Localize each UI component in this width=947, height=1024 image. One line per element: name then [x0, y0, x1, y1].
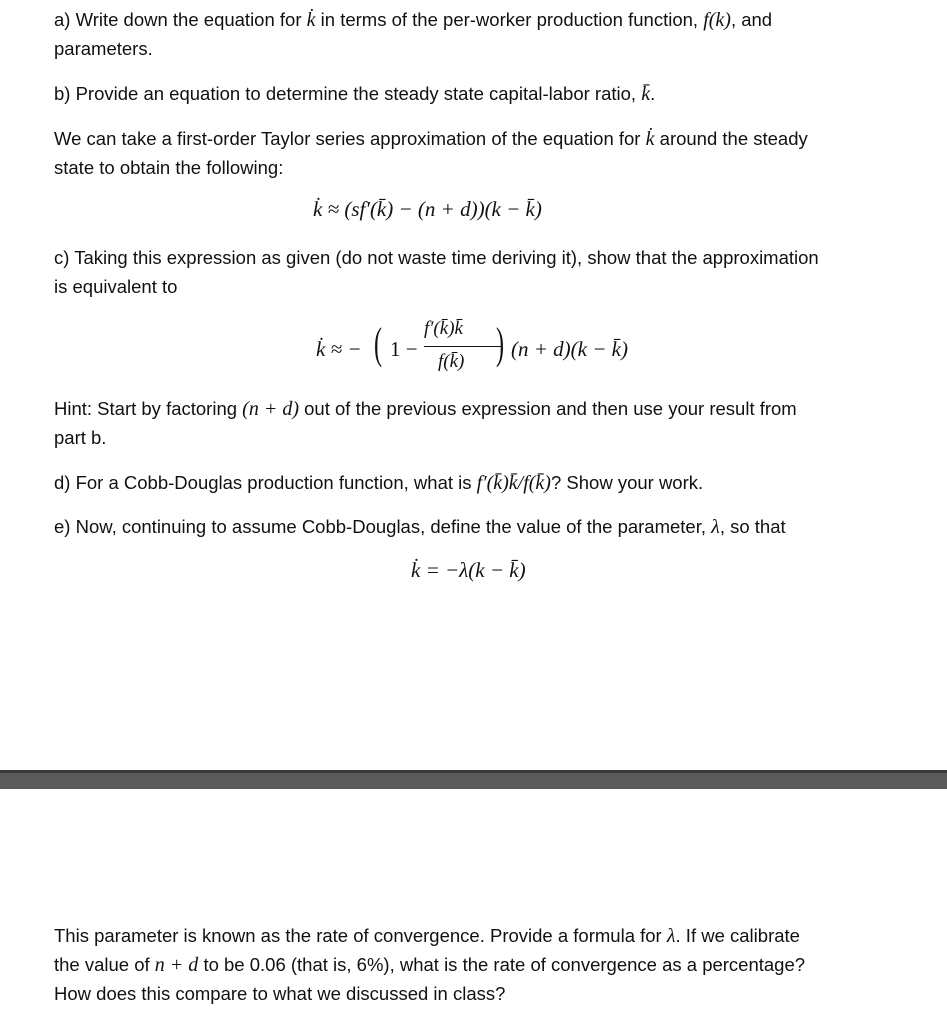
eq2-numerator: f′(k̄)k̄ — [424, 318, 463, 339]
hint-line1 — [54, 394, 904, 424]
part-a-text: a) Write down the equation for — [54, 9, 302, 30]
part-d-line — [54, 468, 904, 498]
part-d-text-b: ? Show your work. — [550, 472, 704, 493]
taylor-line2: state to obtain the following: — [54, 157, 284, 178]
part-b-text: b) Provide an equation to determine the steady state capital-labor ratio, — [54, 83, 637, 104]
lambda-symbol: λ — [711, 516, 720, 538]
bottom-line1 — [54, 921, 904, 951]
part-a-text-mid: in terms of the per-worker production function, — [320, 9, 699, 30]
taylor-text-b: around the steady — [659, 128, 808, 149]
bottom-text-a: This parameter is known as the rate of convergence. Provide a formula for — [54, 925, 662, 946]
bottom-text-b: . If we calibrate — [675, 925, 800, 946]
n-plus-d-symbol: (n + d) — [242, 398, 299, 420]
eq2-denominator: f(k̄) — [438, 351, 465, 372]
right-paren: ) — [496, 319, 505, 368]
part-b-end: . — [650, 83, 656, 104]
taylor-line1 — [54, 124, 904, 154]
eq2-one-minus: 1 − — [390, 337, 418, 361]
left-paren: ( — [374, 319, 383, 368]
bottom-line2 — [54, 950, 904, 980]
eq2-rhs: (n + d)(k − k̄) — [511, 337, 628, 361]
ratio-symbol: f′(k̄)k̄/f(k̄) — [476, 472, 551, 494]
part-c-line2: is equivalent to — [54, 276, 178, 297]
k-bar-symbol: k̄ — [641, 83, 651, 105]
part-a-end: , and — [730, 9, 773, 30]
part-e-text-a: e) Now, continuing to assume Cobb-Douglas, define the value of the parameter, — [54, 516, 706, 537]
taylor-equation: k̇ ≈ (sf′(k̄) − (n + d))(k − k̄) — [313, 197, 542, 221]
part-e-line — [54, 512, 904, 542]
bottom-text-d: to be 0.06 (that is, 6%), what is the rate of convergence as a percentage? — [203, 954, 806, 975]
eq2-lhs: k̇ ≈ − — [316, 337, 362, 361]
part-e-text-b: , so that — [719, 516, 786, 537]
bottom-line3: How does this compare to what we discussed in class? — [54, 983, 506, 1004]
page-divider — [0, 770, 947, 789]
hint-text-b: out of the previous expression and then use your result from — [304, 398, 797, 419]
f-of-k-symbol: f(k) — [703, 9, 731, 31]
part-c-line1: c) Taking this expression as given (do not waste time deriving it), show that the approximation — [54, 247, 819, 268]
part-a-line1 — [54, 5, 904, 35]
n-plus-d-symbol: n + d — [154, 954, 199, 976]
fraction-bar — [424, 346, 501, 347]
hint-text-a: Hint: Start by factoring — [54, 398, 238, 419]
part-a-line2: parameters. — [54, 38, 153, 59]
lambda-equation: k̇ = −λ(k − k̄) — [411, 558, 526, 582]
part-d-text-a: d) For a Cobb-Douglas production function, what is — [54, 472, 472, 493]
k-dot-symbol: k̇ — [306, 9, 316, 31]
taylor-text-a: We can take a first-order Taylor series approximation of the equation for — [54, 128, 641, 149]
bottom-text-c: the value of — [54, 954, 150, 975]
lambda-symbol: λ — [666, 925, 676, 947]
k-dot-symbol: k̇ — [645, 128, 655, 150]
hint-line2: part b. — [54, 427, 107, 448]
part-b-line — [54, 79, 904, 109]
